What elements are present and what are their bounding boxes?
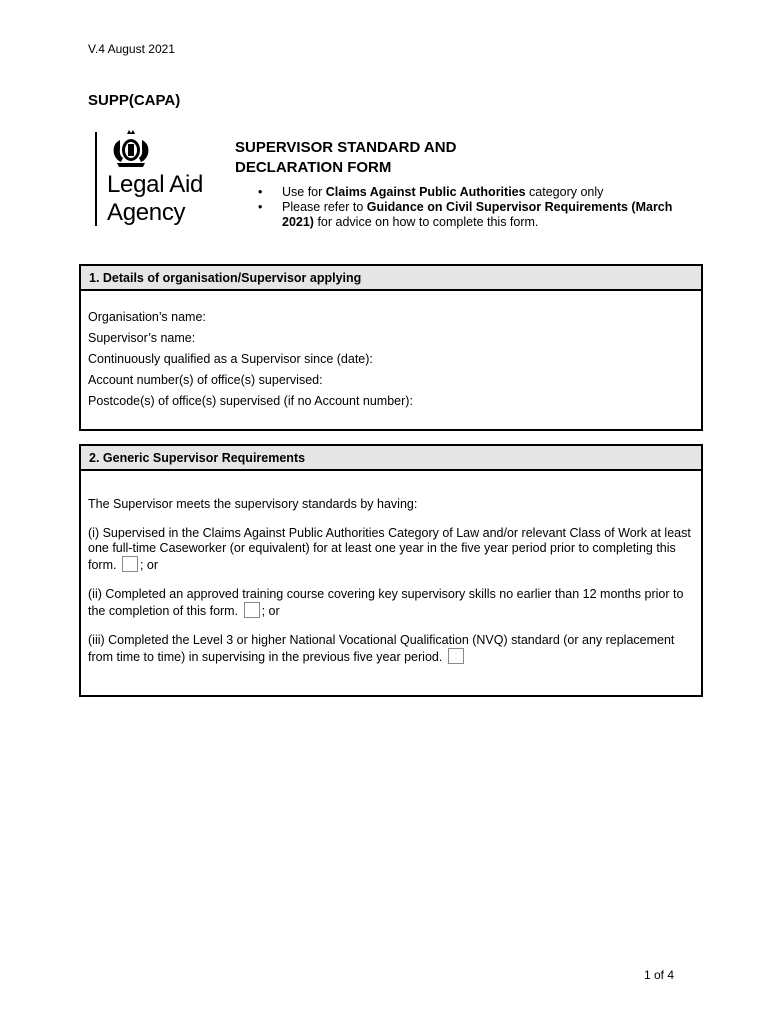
qualified-since-field[interactable]: Continuously qualified as a Supervisor since (date): — [88, 352, 373, 366]
section-heading: 2. Generic Supervisor Requirements — [81, 446, 701, 471]
requirement-option-1 — [88, 526, 694, 573]
form-title-line1: SUPERVISOR STANDARD AND — [235, 139, 457, 156]
postcodes-field[interactable]: Postcode(s) of office(s) supervised (if no Account number): — [88, 394, 413, 408]
legal-aid-agency-logo — [95, 128, 223, 228]
requirement-text: (i) Supervised in the Claims Against Public Authorities Category of Law and/or relevant Class of Work at least one full-time Caseworker (or equivalent) for at least one year in the five year period prior to completing this form. — [88, 526, 691, 572]
instruction-bold: Claims Against Public Authorities — [325, 185, 526, 199]
section-body — [81, 471, 701, 665]
section-generic-requirements — [79, 444, 703, 697]
logo-text-line1: Legal Aid — [107, 171, 204, 198]
instruction-item — [258, 200, 688, 230]
option-2-checkbox[interactable] — [244, 602, 260, 618]
version-label: V.4 August 2021 — [88, 42, 175, 56]
option-3-checkbox[interactable] — [448, 648, 464, 664]
instruction-item — [258, 185, 688, 200]
instruction-text: for advice on how to complete this form. — [313, 215, 539, 229]
requirement-suffix: ; or — [139, 558, 159, 572]
requirements-intro: The Supervisor meets the supervisory standards by having: — [88, 497, 418, 511]
royal-crest-icon — [107, 128, 155, 168]
form-code: SUPP(CAPA) — [88, 92, 181, 109]
instruction-text: category only — [525, 185, 604, 199]
page-number: 1 of 4 — [644, 968, 675, 982]
supervisor-name-field[interactable]: Supervisor’s name: — [88, 331, 196, 345]
requirement-suffix: ; or — [261, 604, 280, 618]
form-title — [235, 138, 456, 178]
guidance-reference: Guidance on Civil Supervisor Requirements (March 2021) — [282, 200, 673, 229]
option-1-checkbox[interactable] — [122, 556, 138, 572]
requirement-text: (ii) Completed an approved training course covering key supervisory skills no earlier than 12 months prior to the completion of this form. — [88, 587, 684, 618]
instructions-list — [258, 185, 688, 230]
section-organisation-details — [79, 264, 703, 431]
account-numbers-field[interactable]: Account number(s) of office(s) supervised: — [88, 373, 323, 387]
form-title-line2: DECLARATION FORM — [235, 159, 392, 176]
requirement-option-3 — [88, 633, 694, 665]
section-heading: 1. Details of organisation/Supervisor applying — [81, 266, 701, 291]
requirement-option-2 — [88, 587, 694, 619]
instruction-text: Please refer to — [282, 200, 367, 214]
logo-text-line2: Agency — [107, 199, 186, 226]
requirement-text: (iii) Completed the Level 3 or higher National Vocational Qualification (NVQ) standard (or any replacement from time to time) in supervising in the previous five year period. — [88, 633, 675, 664]
logo-divider — [95, 132, 97, 226]
organisation-name-field[interactable]: Organisation’s name: — [88, 310, 206, 324]
section-body — [81, 291, 701, 412]
instruction-text: Use for — [282, 185, 326, 199]
